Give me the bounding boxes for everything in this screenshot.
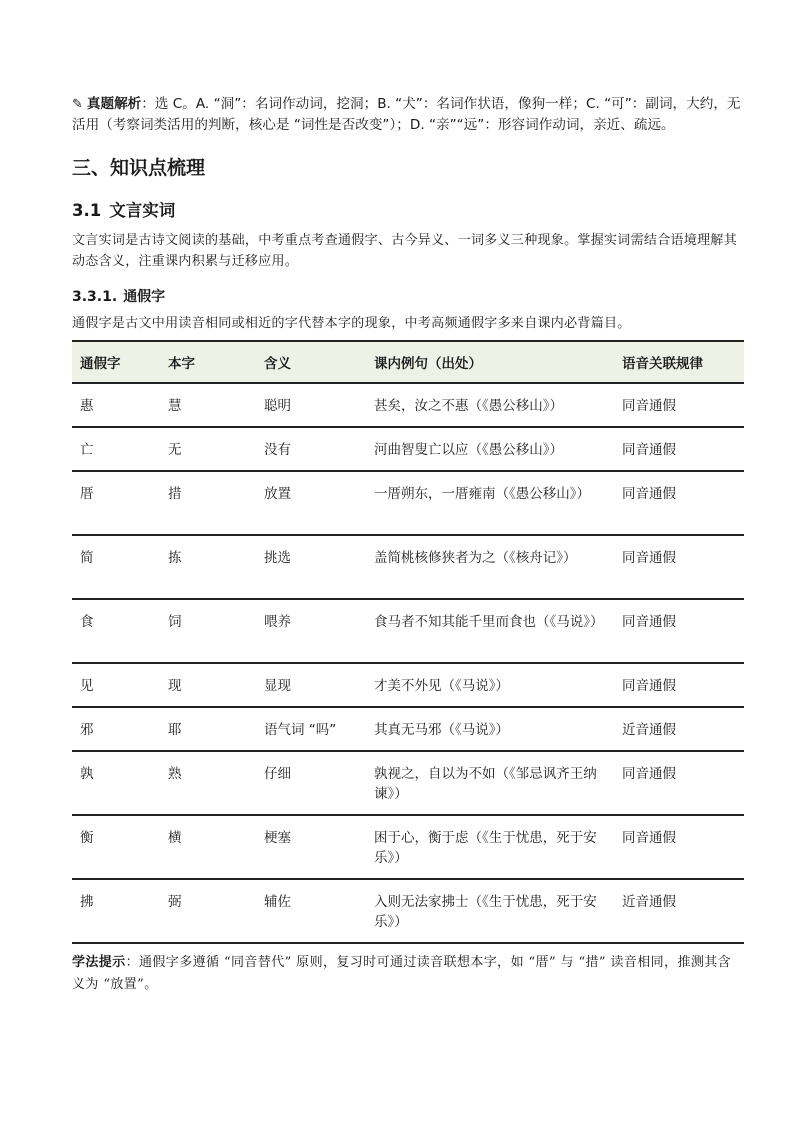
- cell-tongjiazi: 惠: [72, 383, 160, 427]
- cell-example: 一厝朔东，一厝雍南（《愚公移山》）: [366, 471, 614, 535]
- cell-meaning: 语气词 “吗”: [256, 707, 366, 751]
- table-row: [72, 535, 744, 599]
- table-row: [72, 707, 744, 751]
- cell-tongjiazi: 拂: [72, 879, 160, 943]
- cell-example: 困于心，衡于虑（《生于忧患，死于安乐》）: [366, 815, 614, 879]
- cell-rule: 近音通假: [614, 707, 744, 751]
- cell-example: 盖简桃核修狭者为之（《核舟记》）: [366, 535, 614, 599]
- cell-meaning: 挑选: [256, 535, 366, 599]
- table-row: [72, 427, 744, 471]
- cell-meaning: 没有: [256, 427, 366, 471]
- answer-analysis: [72, 94, 744, 135]
- subsection-number: 3.1: [72, 201, 102, 220]
- pencil-icon: ✎: [72, 97, 83, 112]
- table-header-row: [72, 341, 744, 383]
- cell-benzi: 弼: [160, 879, 256, 943]
- cell-benzi: 现: [160, 663, 256, 707]
- cell-tongjiazi: 亡: [72, 427, 160, 471]
- table-row: [72, 815, 744, 879]
- cell-benzi: 饲: [160, 599, 256, 663]
- cell-rule: 同音通假: [614, 535, 744, 599]
- cell-benzi: 熟: [160, 751, 256, 815]
- cell-rule: 近音通假: [614, 879, 744, 943]
- subsubsection-intro: 通假字是古文中用读音相同或相近的字代替本字的现象，中考高频通假字多来自课内必背篇目。: [72, 316, 631, 331]
- cell-benzi: 措: [160, 471, 256, 535]
- header-example: 课内例句（出处）: [374, 356, 482, 372]
- cell-meaning: 喂养: [256, 599, 366, 663]
- table-row: [72, 599, 744, 663]
- cell-tongjiazi: 厝: [72, 471, 160, 535]
- table-row: [72, 879, 744, 943]
- cell-rule: 同音通假: [614, 751, 744, 815]
- header-tongjiazi: 通假字: [80, 356, 121, 372]
- cell-meaning: 辅佐: [256, 879, 366, 943]
- cell-tongjiazi: 见: [72, 663, 160, 707]
- section-title: 三、知识点梳理: [72, 157, 206, 179]
- cell-rule: 同音通假: [614, 815, 744, 879]
- subsection-title: 文言实词: [109, 201, 176, 220]
- tip-text: ：通假字多遵循 “同音替代” 原则，复习时可通过读音联想本字，如 “厝” 与 “措” 读音相同，推测其含义为 “放置”。: [72, 955, 732, 992]
- cell-tongjiazi: 简: [72, 535, 160, 599]
- cell-benzi: 无: [160, 427, 256, 471]
- cell-benzi: 耶: [160, 707, 256, 751]
- cell-tongjiazi: 食: [72, 599, 160, 663]
- subsection-intro: 文言实词是古诗文阅读的基础，中考重点考查通假字、古今异义、一词多义三种现象。掌握实词需结合语境理解其动态含义，注重课内积累与迁移应用。: [72, 233, 738, 269]
- cell-rule: 同音通假: [614, 599, 744, 663]
- table-row: [72, 471, 744, 535]
- tongjiazi-table: [72, 340, 744, 944]
- table-row: [72, 751, 744, 815]
- cell-meaning: 仔细: [256, 751, 366, 815]
- cell-example: 其真无马邪（《马说》）: [366, 707, 614, 751]
- cell-example: 河曲智叟亡以应（《愚公移山》）: [366, 427, 614, 471]
- cell-rule: 同音通假: [614, 663, 744, 707]
- analysis-text: ：选 C。A. “洞”：名词作动词，挖洞；B. “犬”：名词作状语，像狗一样；C. “可”：副词，大约，无活用（考察词类活用的判断，核心是 “词性是否改变”）；D. “亲”“远”：形容词作动词，亲近、疏远。: [72, 96, 741, 133]
- tip-label: 学法提示: [72, 955, 126, 970]
- cell-rule: 同音通假: [614, 383, 744, 427]
- subsubsection-heading: [72, 287, 744, 307]
- cell-tongjiazi: 孰: [72, 751, 160, 815]
- cell-tongjiazi: 邪: [72, 707, 160, 751]
- study-tip: [72, 952, 744, 996]
- cell-rule: 同音通假: [614, 471, 744, 535]
- cell-meaning: 放置: [256, 471, 366, 535]
- cell-meaning: 聪明: [256, 383, 366, 427]
- cell-meaning: 梗塞: [256, 815, 366, 879]
- header-meaning: 含义: [264, 356, 291, 372]
- table-row: [72, 383, 744, 427]
- subsubsection-number: 3.3.1.: [72, 289, 118, 305]
- page-content: [72, 94, 744, 996]
- cell-benzi: 慧: [160, 383, 256, 427]
- table-row: [72, 663, 744, 707]
- subsubsection-title: 通假字: [123, 289, 166, 305]
- cell-example: 孰视之，自以为不如（《邹忌讽齐王纳谏》）: [366, 751, 614, 815]
- analysis-label: 真题解析: [86, 96, 142, 112]
- cell-rule: 同音通假: [614, 427, 744, 471]
- cell-meaning: 显现: [256, 663, 366, 707]
- cell-example: 食马者不知其能千里而食也（《马说》）: [366, 599, 614, 663]
- cell-example: 才美不外见（《马说》）: [366, 663, 614, 707]
- subsection-heading: [72, 200, 744, 222]
- header-benzi: 本字: [168, 356, 195, 372]
- header-rule: 语音关联规律: [622, 356, 703, 372]
- cell-benzi: 拣: [160, 535, 256, 599]
- cell-benzi: 横: [160, 815, 256, 879]
- cell-example: 入则无法家拂士（《生于忧患，死于安乐》）: [366, 879, 614, 943]
- cell-tongjiazi: 衡: [72, 815, 160, 879]
- cell-example: 甚矣，汝之不惠（《愚公移山》）: [366, 383, 614, 427]
